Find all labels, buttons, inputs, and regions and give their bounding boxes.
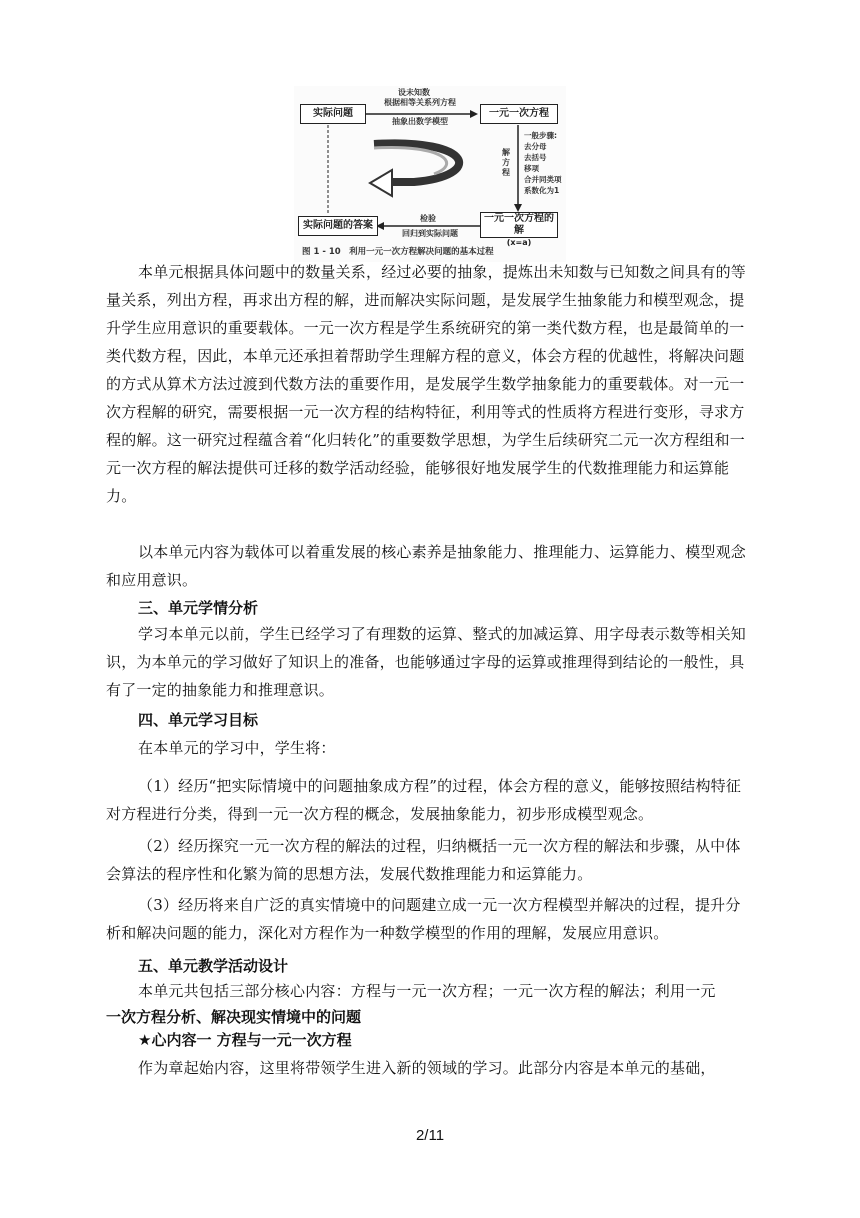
top-label-1: 设未知数 xyxy=(398,88,430,97)
goal-2: （2）经历探究一元一次方程的解法的过程，归纳概括一元一次方程的解法和步骤，从中体会算法的程序性和化繁为简的思想方法，发展代数推理能力和运算能力。 xyxy=(106,837,741,883)
top-label-2: 根据相等关系列方程 xyxy=(384,98,456,107)
heading-learning-situation: 三、单元学情分析 xyxy=(138,599,259,617)
solution-sub: (x=a) xyxy=(506,238,532,247)
box-linear-equation: 一元一次方程 xyxy=(480,104,558,124)
bottom-label-1: 检验 xyxy=(420,214,436,223)
paragraph-core-contents: 本单元共包括三部分核心内容：方程与一元一次方程；一元一次方程的解法；利用一元 xyxy=(138,982,716,1000)
page-number: 2/11 xyxy=(415,1127,445,1144)
solution-label: 一元一次方程的解 xyxy=(484,213,554,236)
bottom-label-2: 回归到实际问题 xyxy=(402,229,458,238)
goal-3: （3）经历将来自广泛的真实情境中的问题建立成一元一次方程模型并解决的过程，提升分析和解决问题的能力，深化对方程作为一种数学模型的作用的理解，发展应用意识。 xyxy=(106,896,741,942)
paragraph-unit-overview: 本单元根据具体问题中的数量关系，经过必要的抽象，提炼出未知数与已知数之间具有的等量关系，列出方程，再求出方程的解，进而解决实际问题，是发展学生抽象能力和模型观念，提升学生应用意识的重要载体。一元一次方程是学生系统研究的第一类代数方程，也是最简单的一类代数方程，因此，本单元还承担着帮助学生理解方程的意义，体会方程的优越性，将解决问题的方式从算术方法过渡到代数方法的重要作用，是发展学生数学抽象能力的重要载体。对一元一次方程解的研究，需要根据一元一次方程的结构特征，利用等式的性质将方程进行变形，寻求方程的解。这一研究过程蕴含着“化归转化”的重要数学思想，为学生后续研究二元一次方程组和一元一次方程的解法提供可迁移的数学活动经验，能够很好地发展学生的代数推理能力和运算能力。 xyxy=(106,263,747,505)
step-5: 系数化为1 xyxy=(524,186,560,195)
box-actual-problem: 实际问题 xyxy=(300,104,366,124)
paragraph-core-contents-continued: 一次方程分析、解决现实情境中的问题 xyxy=(106,1008,362,1026)
heading-core-content-1: ★心内容一 方程与一元一次方程 xyxy=(138,1031,352,1049)
box-problem-answer: 实际问题的答案 xyxy=(298,216,378,236)
heading-activity-design: 五、单元教学活动设计 xyxy=(138,957,289,975)
paragraph-core-literacy: 以本单元内容为载体可以着重发展的核心素养是抽象能力、推理能力、运算能力、模型观念和应用意识。 xyxy=(106,543,747,589)
step-0: 一般步骤: xyxy=(524,131,557,140)
step-3: 移项 xyxy=(524,164,539,173)
heading-learning-goals: 四、单元学习目标 xyxy=(138,711,259,729)
figure-caption: 图 1 - 10 利用一元一次方程解决问题的基本过程 xyxy=(302,247,494,257)
step-4: 合并同类项 xyxy=(524,175,562,184)
paragraph-learning-situation: 学习本单元以前，学生已经学习了有理数的运算、整式的加减运算、用字母表示数等相关知识，为本单元的学习做好了知识上的准备，也能够通过字母的运算或推理得到结论的一般性，具有了一定的抽象能力和推理意识。 xyxy=(106,625,747,699)
process-figure xyxy=(294,86,566,262)
paragraph-chapter-start: 作为章起始内容，这里将带领学生进入新的领域的学习。此部分内容是本单元的基础， xyxy=(138,1059,716,1077)
step-1: 去分母 xyxy=(524,142,547,151)
top-label-3: 抽象出数学模型 xyxy=(392,117,448,126)
box-equation-solution xyxy=(480,212,558,247)
side-label: 解方程 xyxy=(502,148,510,177)
step-2: 去括号 xyxy=(524,153,547,162)
goal-1: （1）经历“把实际情境中的问题抽象成方程”的过程，体会方程的意义，能够按照结构特征对方程进行分类，得到一元一次方程的概念，发展抽象能力，初步形成模型观念。 xyxy=(106,777,742,823)
paragraph-goals-intro: 在本单元的学习中，学生将： xyxy=(138,739,336,757)
steps-list xyxy=(524,130,562,196)
